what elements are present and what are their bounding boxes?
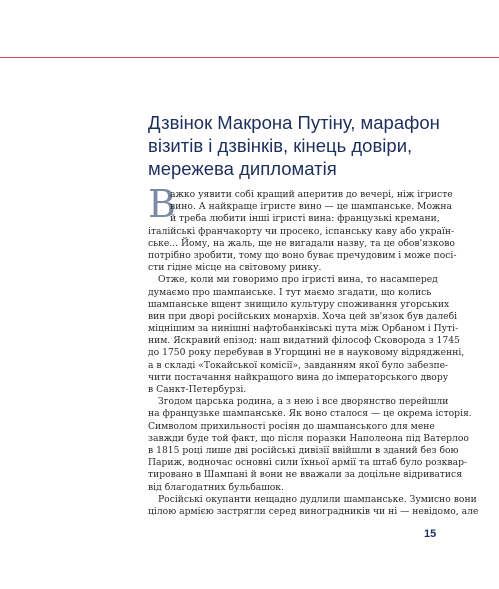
text-line: ажко уявити собі кращий аперитив до вечері, ніж ігристе xyxy=(170,189,453,200)
text-line: Париж, водночас основні сили їхньої армії та штаб було розквар- xyxy=(148,457,468,469)
text-line: Російські окупанти нещадно дудлили шампанське. Зумисно вони xyxy=(158,493,477,505)
text-line: вино. А найкраще ігристе вино — це шампанське. Можна xyxy=(170,201,453,213)
chapter-title xyxy=(148,111,478,180)
chapter-title-line: візитів і дзвінків, кінець довіри, xyxy=(148,135,413,156)
text-line: на французьке шампанське. Як воно сталося — це окрема історія. xyxy=(148,408,472,420)
text-line: вин при дворі російських монархів. Хоча цей зв'язок був далебі xyxy=(148,310,458,322)
text-line: до 1750 року перебував в Угорщині не в науковому відрядженні, xyxy=(148,347,465,359)
text-line: Отже, коли ми говоримо про ігристі вина, то насамперед xyxy=(158,274,438,286)
text-line: завжди буде той факт, що після поразки Наполеона під Ватерлоо xyxy=(148,432,469,444)
text-line: в Санкт-Петербурзі. xyxy=(148,384,247,395)
chapter-title-line: Дзвінок Макрона Путіну, марафон xyxy=(148,112,440,133)
text-line: в 1815 році лише дві російські дивізії ввійшли в зданий без бою xyxy=(148,444,459,456)
text-line: ське... Йому, на жаль, ще не вигадали назву, та це обов'язково xyxy=(148,237,455,249)
text-line: й треба любити інші ігристі вина: французькі кремани, xyxy=(170,213,440,225)
text-line: шампанське вщент знищило культуру споживання угорських xyxy=(148,298,450,310)
text-line: міцнішим за нинішні нафтобанківські пута між Орбаном і Путі- xyxy=(148,323,459,335)
text-line: а в складі «Токайської комісії», завданням якої було забезпе- xyxy=(148,359,449,371)
chapter-title-line: мережева дипломатія xyxy=(148,158,337,179)
drop-cap: В xyxy=(148,182,176,226)
text-line: ним. Яскравий епізод: наш видатний філософ Сковорода з 1745 xyxy=(148,335,460,347)
text-line: потрібно зробити, тому що воно буває пречудовим і може посі- xyxy=(148,249,457,261)
text-line: цілою армією застрягли серед виноградників чи ні — невідомо, але xyxy=(148,505,479,517)
text-line: Символом прихильності росіян до шампанського для мене xyxy=(148,420,435,432)
page-number: 15 xyxy=(424,528,437,540)
body-text xyxy=(148,189,479,518)
text-line: думаємо про шампанське. І тут маємо згадати, що колись xyxy=(148,286,432,298)
text-line: Згодом царська родина, а з нею і все дворянство перейшли xyxy=(158,396,449,408)
text-line: тировано в Шампані й вони не вважали за доцільне відриватися xyxy=(148,469,462,481)
text-line: італійські франчакорту чи просеко, іспанську каву або україн- xyxy=(148,225,455,237)
text-line: від благодатних бульбашок. xyxy=(148,481,284,493)
text-line: чити постачання найкращого вина до імператорського двору xyxy=(148,371,449,383)
top-rule xyxy=(0,57,499,58)
text-line: сти гідне місце на світовому ринку. xyxy=(148,262,322,274)
